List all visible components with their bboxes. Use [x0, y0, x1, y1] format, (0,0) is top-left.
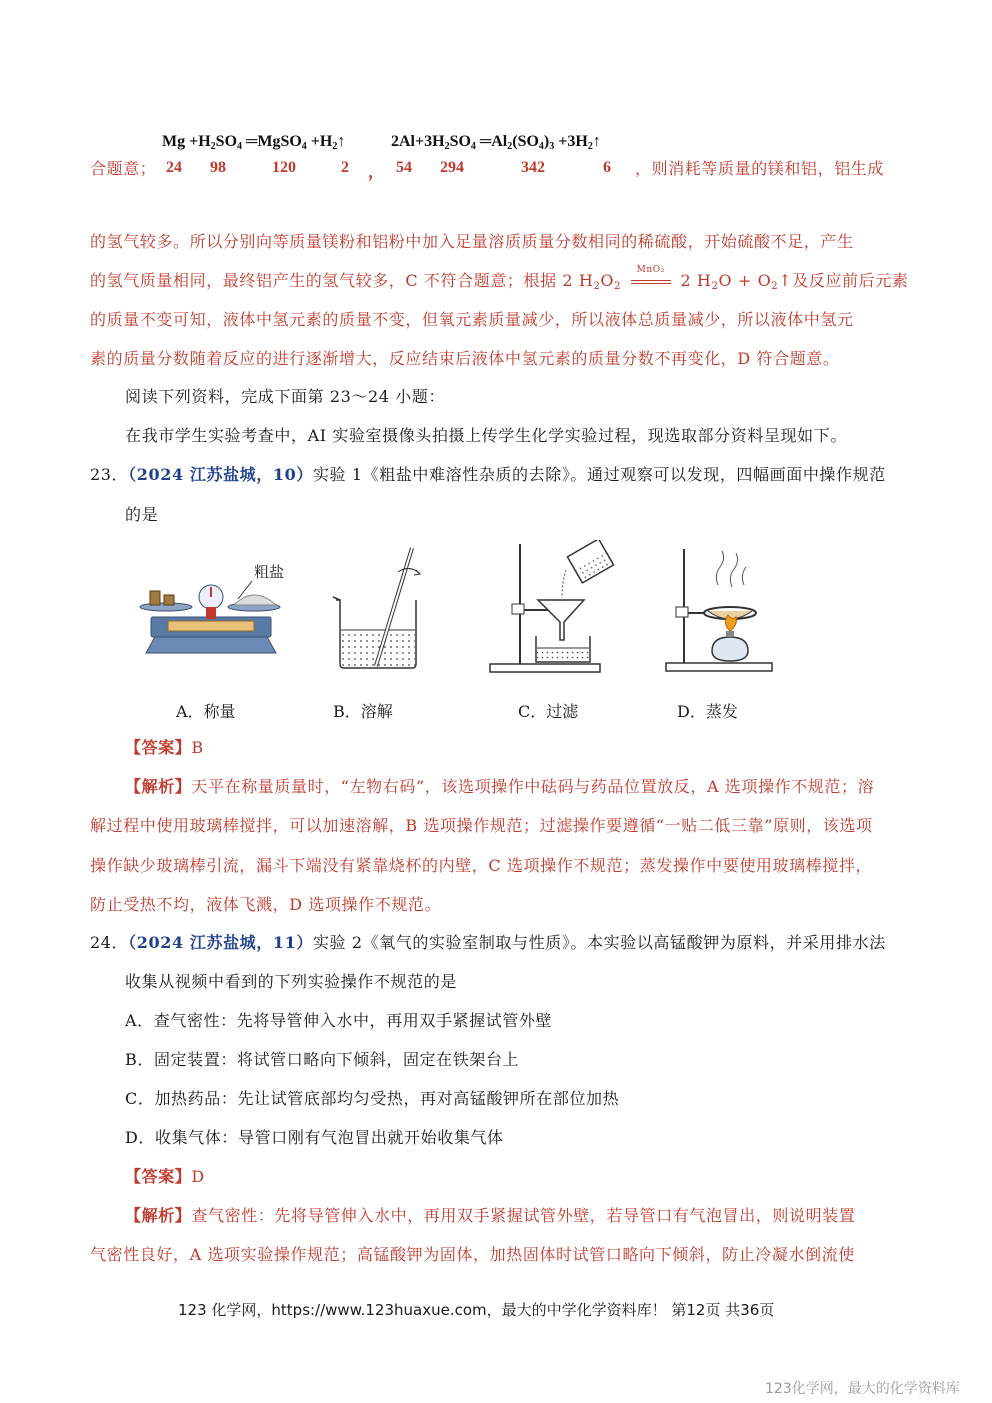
q24-analysis-line: 【解析】查气密性：先将导管伸入水中，再用双手紧握试管外壁，若导管口有气泡冒出，则说明装置	[125, 1206, 856, 1225]
eq-num: 342	[521, 159, 545, 176]
filtration-figure	[480, 540, 620, 675]
q24-text2: 收集从视频中看到的下列实验操作不规范的是	[125, 972, 458, 991]
equation-al: $2Al+3H_2SO_4$ $═Al_2(SO_4)_3$ $+3H_2↑$	[391, 133, 601, 152]
analysis-prev-line: 的氢气较多。所以分别向等质量镁粉和铝粉中加入足量溶质质量分数相同的稀硫酸，开始硫酸不足，产生	[90, 232, 854, 251]
q24-option-a: A．查气密性：先将导管伸入水中，再用双手紧握试管外壁	[125, 1011, 553, 1030]
evaporation-figure	[660, 545, 780, 675]
coarse-salt-label: 粗盐	[254, 563, 285, 581]
eq-num: 54	[396, 159, 412, 176]
q24-option-b: B．固定装置：将试管口略向下倾斜，固定在铁架台上	[125, 1050, 520, 1069]
q23-number: 23．	[90, 465, 129, 484]
watermark: 123化学网，最大的化学资料库	[765, 1381, 960, 1397]
q23-analysis-line: 【解析】天平在称量质量时，“左物右码”，该选项操作中砝码与药品位置放反，A 选项操作不规范；溶	[125, 777, 875, 796]
q24-source: （2024 江苏盐城，11）	[128, 933, 313, 952]
equation-row-tail: ，则消耗等质量的镁和铝，铝生成	[635, 159, 885, 178]
caption-a: A．称量	[176, 702, 236, 721]
eq-num: 294	[440, 159, 464, 176]
q24-analysis-line: 气密性良好，A 选项实验操作规范；高锰酸钾为固体，加热固体时试管口略向下倾斜，防止冷凝水倒流使	[90, 1245, 855, 1264]
beaker-figure	[328, 542, 428, 672]
eq-num: 98	[210, 159, 226, 176]
q23-source: （2024 江苏盐城，10）	[128, 465, 313, 484]
q24-text1: 实验 2《氧气的实验室制取与性质》。本实验以高锰酸钾为原料，并采用排水法	[312, 933, 886, 952]
q23-analysis-line: 防止受热不均，液体飞溅，D 选项操作不规范。	[90, 895, 442, 914]
q24-option-d: D．收集气体：导管口刚有气泡冒出就开始收集气体	[125, 1128, 504, 1147]
equation-row-label: 合题意；	[90, 159, 157, 178]
eq-num: 2	[341, 159, 349, 176]
analysis-prev-line: 素的质量分数随着反应的进行逐渐增大，反应结束后液体中氢元素的质量分数不再变化，D 符合题意。	[90, 349, 840, 368]
analysis-prev-line: 的氢气质量相同，最终铝产生的氢气较多，C 不符合题意；根据 2 $H_2O_2$ MnO₂ 2 $H_2O$ + $O_2↑$及反应前后元素	[90, 270, 908, 298]
caption-b: B．溶解	[333, 702, 393, 721]
q24-stem	[90, 932, 886, 954]
reading-line1: 阅读下列资料，完成下面第 23～24 小题：	[125, 387, 446, 406]
q24-option-c: C．加热药品：先让试管底部均匀受热，再对高锰酸钾所在部位加热	[125, 1089, 620, 1108]
balance-figure	[126, 555, 301, 665]
q23-text2: 的是	[125, 505, 159, 524]
q23-text1: 实验 1《粗盐中难溶性杂质的去除》。通过观察可以发现，四幅画面中操作规范	[312, 465, 886, 484]
eq-num: 120	[272, 159, 296, 176]
eq-sep: ，	[368, 164, 385, 181]
eq-num: 6	[603, 159, 611, 176]
caption-d: D．蒸发	[677, 702, 738, 721]
q23-analysis-line: 解过程中使用玻璃棒搅拌，可以加速溶解，B 选项操作规范；过滤操作要遵循“一贴二低三靠”原则，该选项	[90, 816, 873, 835]
catalyst-label: MnO₂	[636, 265, 665, 275]
q23-analysis-line: 操作缺少玻璃棒引流，漏斗下端没有紧靠烧杯的内壁，C 选项操作不规范；蒸发操作中要使用玻璃棒搅拌，	[90, 856, 873, 875]
q24-answer: 【答案】D	[125, 1167, 205, 1186]
eq-num: 24	[166, 159, 182, 176]
q24-number: 24．	[90, 933, 129, 952]
equation-mg: $Mg +H_2SO_4$ ═MgSO$_4$ $+H_2↑$	[162, 133, 346, 152]
analysis-prev-line: 的质量不变可知，液体中氢元素的质量不变，但氧元素质量减少，所以液体总质量减少，所以液体中氢元	[90, 310, 854, 329]
reading-line2: 在我市学生实验考查中，AI 实验室摄像头拍摄上传学生化学实验过程，现选取部分资料呈现如下。	[125, 426, 847, 445]
q23-stem	[90, 464, 886, 486]
q23-answer: 【答案】B	[125, 738, 204, 757]
page-footer: 123 化学网，https://www.123huaxue.com，最大的中学化学资料库！ 第12页 共36页	[178, 1301, 775, 1319]
caption-c: C．过滤	[518, 702, 579, 721]
